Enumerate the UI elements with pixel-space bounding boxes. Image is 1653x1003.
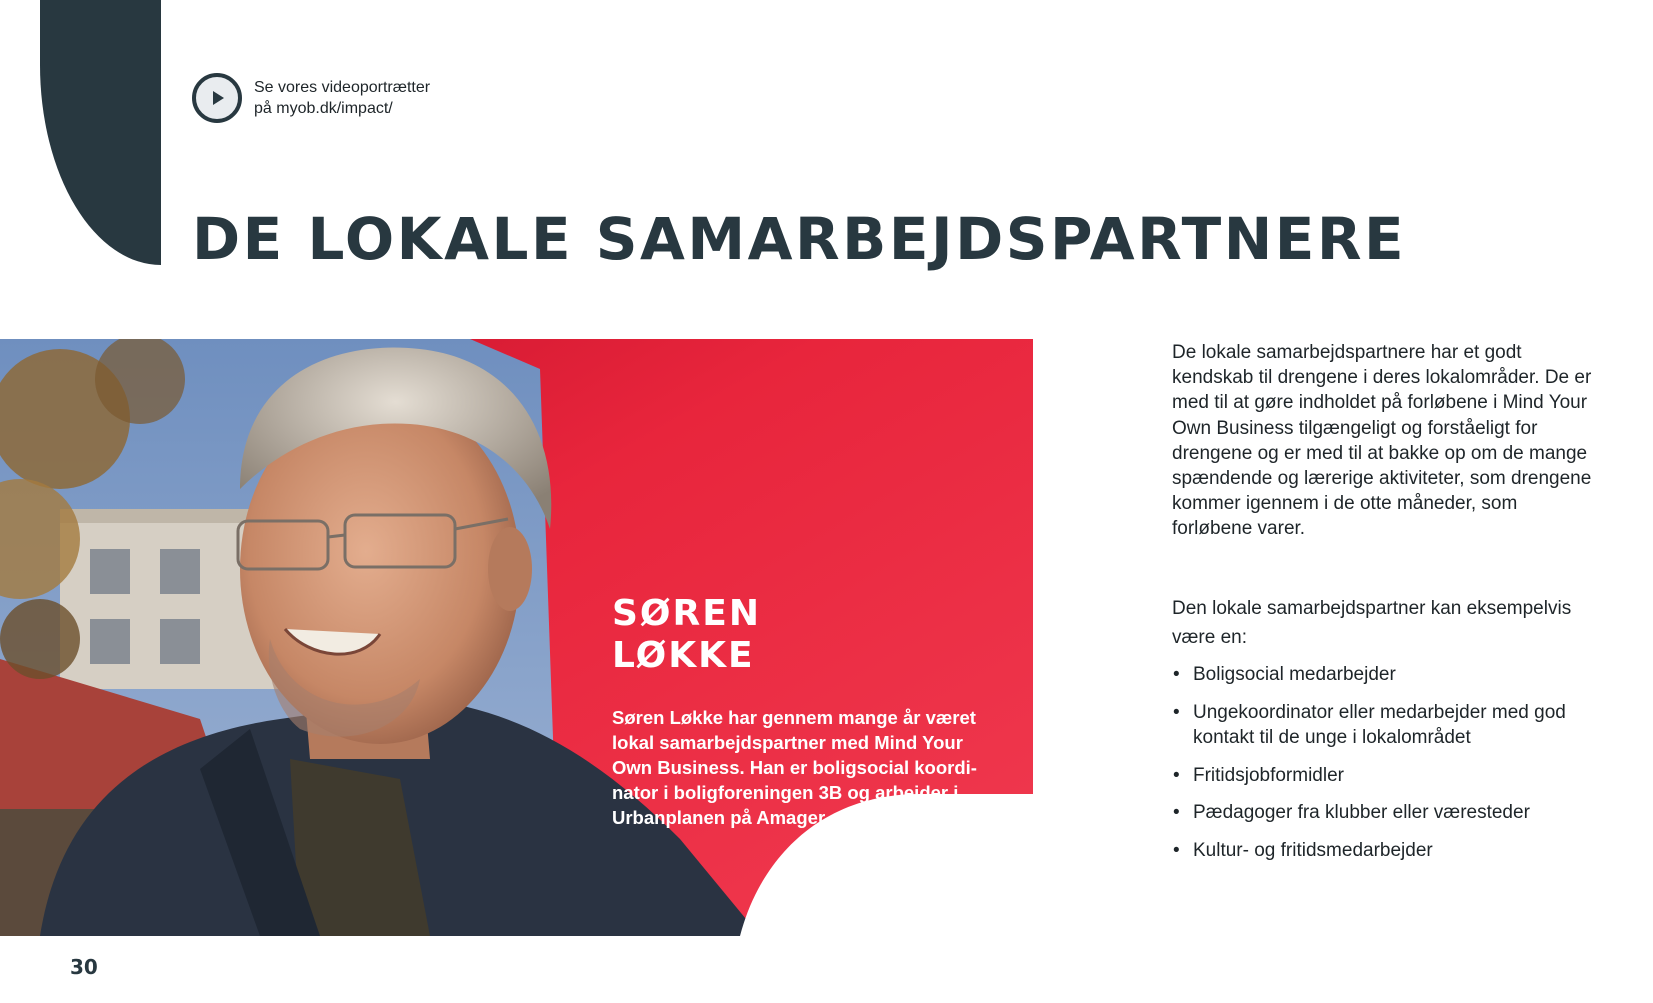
list-lead-text: Den lokale samarbejdspartner kan eksempelvis være en: [1172, 598, 1572, 648]
profile-first-name: SØREN [612, 593, 761, 634]
list-item [1172, 700, 1612, 751]
list-item [1172, 763, 1612, 789]
video-link-text [254, 77, 430, 119]
profile-name [612, 593, 852, 677]
role-list [1172, 662, 1612, 875]
list-item [1172, 838, 1612, 864]
decorative-corner-shape [40, 0, 161, 265]
list-item [1172, 662, 1612, 688]
bullet-icon: • [1173, 701, 1180, 723]
intro-paragraph: De lokale samarbejdspartnere har et godt kendskab til drengene i deres lokalområder. De er med til at gøre indholdet på forløbene i Mind Your Own Business tilgængeligt og forståeligt for drengene og er med til at bakke op om de mange spændende og lærerige aktiviteter, som drengene kommer igennem i de otte måneder, som forløbene varer. [1172, 342, 1592, 540]
list-item [1172, 800, 1612, 826]
bullet-icon: • [1173, 839, 1180, 861]
video-link-line1: Se vores videoportrætter [254, 79, 431, 96]
page-number: 30 [70, 955, 98, 979]
bullet-icon: • [1173, 802, 1180, 823]
list-item-text: Fritidsjobformidler [1193, 764, 1344, 786]
list-item-text: Pædagoger fra klubber eller væresteder [1193, 802, 1530, 823]
list-item-text: Boligsocial medarbejder [1193, 664, 1396, 685]
list-item-text: Ungekoordinator eller medarbejder med god kontakt til de unge i lokalområdet [1193, 701, 1566, 748]
portrait-photo [0, 339, 1033, 936]
profile-last-name: LØKKE [612, 635, 755, 676]
bullet-icon: • [1173, 664, 1180, 685]
video-portrait-link[interactable] [192, 73, 430, 123]
bullet-icon: • [1173, 764, 1180, 786]
list-item-text: Kultur- og fritidsmedarbejder [1193, 839, 1433, 861]
play-icon[interactable] [192, 73, 242, 123]
page-title: DE LOKALE SAMARBEJDSPARTNERE [192, 205, 1407, 273]
video-link-line2: på myob.dk/impact/ [254, 100, 393, 117]
profile-bio: Søren Løkke har gennem mange år været lokal samarbejdspartner med Mind Your Own Business. Han er boligsocial koordinator i boligforeningen 3B og arbejder i Urbanplanen på Amager. [612, 707, 977, 828]
profile-photo-panel [0, 339, 1033, 936]
